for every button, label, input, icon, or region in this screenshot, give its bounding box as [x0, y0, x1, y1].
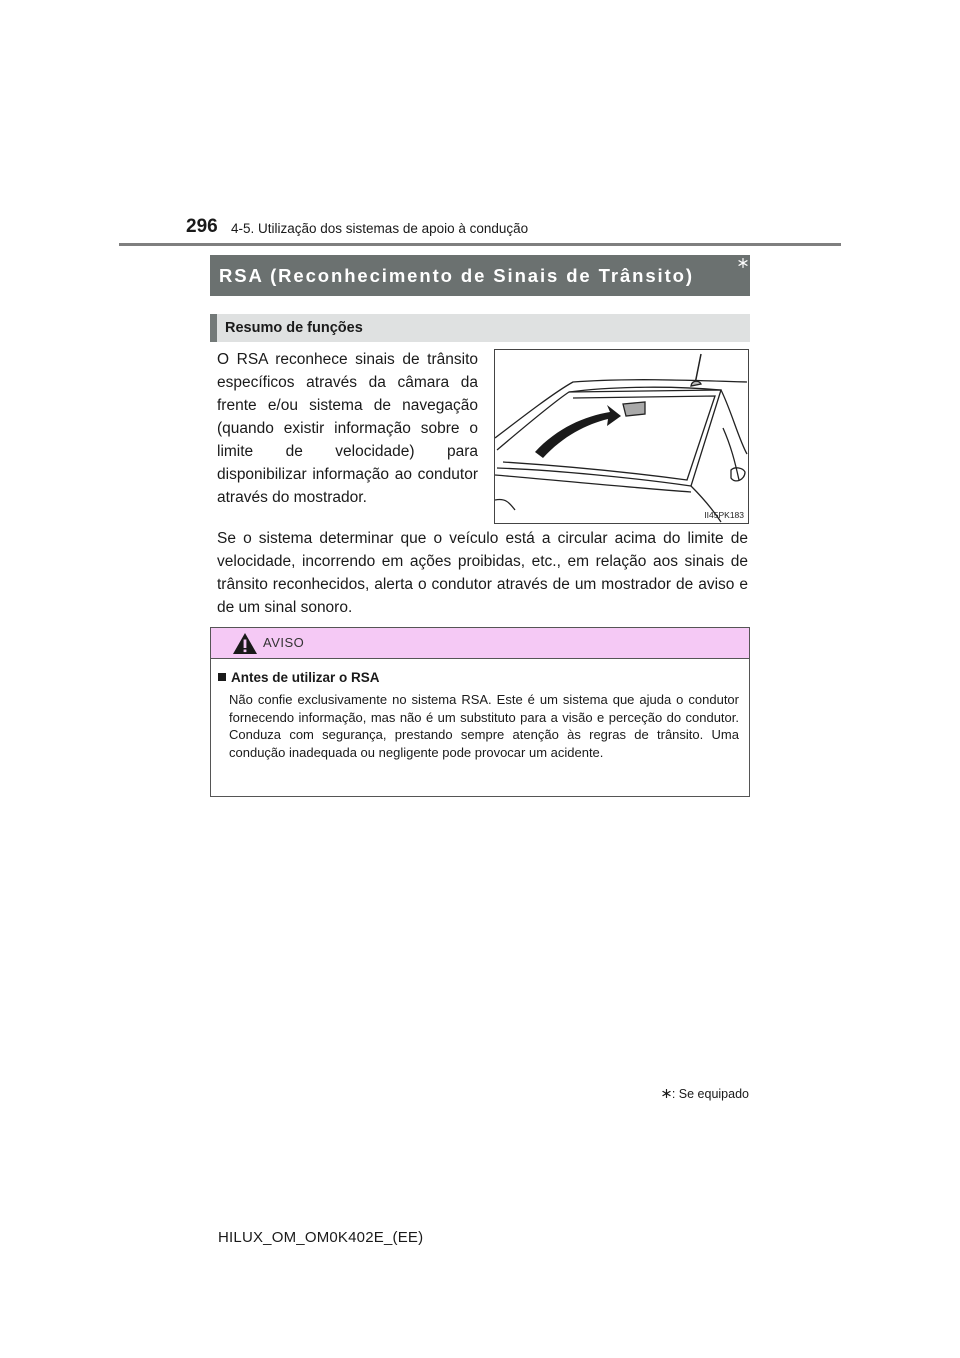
windshield-drawing [495, 350, 748, 523]
warning-header [211, 628, 749, 659]
warning-label: AVISO [263, 635, 305, 650]
asterisk-icon [738, 258, 748, 268]
running-header: 4-5. Utilização dos sistemas de apoio à condução [231, 221, 529, 236]
asterisk-icon [662, 1089, 671, 1098]
figure-code: II45PK183 [704, 510, 744, 520]
warning-triangle-icon [232, 632, 258, 655]
warning-item-text: Não confie exclusivamente no sistema RSA. Este é um sistema que ajuda o condutor fornecendo informação, mas não é um substituto para a visão e perceção do condutor. Conduza com segurança, prestando sempre atenção às regras de trânsito. Uma condução inadequada ou negligente pode provocar um acidente. [229, 692, 739, 760]
square-bullet-icon [218, 673, 226, 681]
footnote-text: : Se equipado [671, 1087, 749, 1101]
page-number: 296 [186, 216, 218, 237]
header-rule [119, 243, 841, 246]
footnote [662, 1087, 749, 1101]
section-title-bar [210, 255, 750, 296]
alert-paragraph: Se o sistema determinar que o veículo está a circular acima do limite de velocidade, incorrendo em ações proibidas, etc., em relação aos sinais de trânsito reconhecidos, alerta o condutor através de um mostrador de aviso e de um sinal sonoro. [217, 530, 748, 616]
warning-item-title [218, 670, 380, 685]
warning-item-title-text: Antes de utilizar o RSA [231, 670, 380, 685]
section-title: RSA (Reconhecimento de Sinais de Trânsito) [219, 264, 694, 286]
intro-paragraph: O RSA reconhece sinais de trânsito específicos através da câmara da frente e/ou sistema de navegação (quando existir informação sobre o limite de velocidade) para disponibilizar informação ao condutor através do mostrador. [217, 351, 478, 506]
subsection-heading [210, 314, 750, 342]
warning-box [210, 627, 750, 797]
subsection-title: Resumo de funções [225, 320, 363, 336]
windshield-camera-illustration [494, 349, 749, 524]
document-code: HILUX_OM_OM0K402E_(EE) [218, 1229, 424, 1246]
